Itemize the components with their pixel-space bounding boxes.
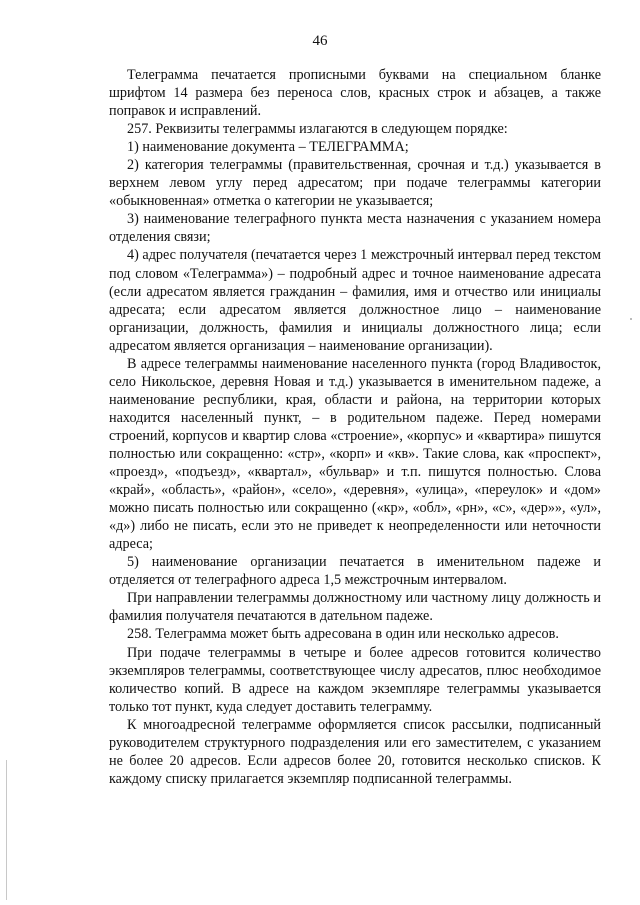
- paragraph-257: 257. Реквизиты телеграммы излагаются в следующем порядке:: [127, 121, 508, 138]
- page-number: 46: [312, 33, 328, 49]
- paragraph-mailing-list: К многоадресной телеграмме оформляется список рассылки, подписанный руководителем структурного подразделения или его заместителем, с указанием не более 20 адресов. Если адресов более 20, готовится несколько списков. К каждому списку прилагается экземпляр подписанной телеграммы.: [109, 716, 601, 787]
- document-body: [109, 66, 601, 788]
- list-item-1: 1) наименование документа – ТЕЛЕГРАММА;: [127, 139, 409, 156]
- paragraph-address-rules: В адресе телеграммы наименование населенного пункта (город Владивосток, село Никольское, деревня Новая и т.д.) указывается в именительном падеже, а наименование республики, края, области и района, на территории которых находится населенный пункт, – в родительном падеже. Перед номерами строений, корпусов и квартир слова «строение», «корпус» и «квартира» пишутся полностью или сокращенно: «стр», «корп» и «кв». Такие слова, как «проспект», «проезд», «подъезд», «квартал», «бульвар» и т.п. пишутся полностью. Слова «край», «область», «район», «село», «деревня», «улица», «переулок» и «дом» можно писать полностью или сокращенно («кр», «обл», «рн», «с», «дер»», «ул», «д») либо не писать, если это не приведет к неопределенности или неточности адреса;: [109, 355, 601, 553]
- list-item-2: 2) категория телеграммы (правительственная, срочная и т.д.) указывается в верхнем левом углу перед адресатом; при подаче телеграммы категории «обыкновенная» отметка о категории не указывается;: [109, 157, 601, 210]
- paragraph-dative-case: При направлении телеграммы должностному или частному лицу должность и фамилия получателя печатаются в дательном падеже.: [109, 590, 601, 625]
- list-item-5: 5) наименование организации печатается в именительном падеже и отделяется от телеграфного адреса 1,5 межстрочным интервалом.: [109, 554, 601, 589]
- paragraph-258: 258. Телеграмма может быть адресована в один или несколько адресов.: [127, 626, 559, 643]
- list-item-4: 4) адрес получателя (печатается через 1 межстрочный интервал перед текстом под словом «Телеграмма») – подробный адрес и точное наименование адресата (если адресатом является гражданин – фамилия, имя и отчество или инициалы адресата; если адресатом является должностное лицо – наименование организации, должность, фамилия и инициалы должностного лица; если адресатом является организация – наименование организации).: [109, 247, 601, 354]
- paragraph-copies: При подаче телеграммы в четыре и более адресов готовится количество экземпляров телеграммы, соответствующее числу адресатов, плюс необходимое количество копий. В адресе на каждом экземпляре телеграммы указывается только тот пункт, куда следует доставить телеграмму.: [109, 644, 601, 715]
- scan-margin-line: [6, 760, 7, 900]
- scan-speck: [630, 318, 632, 320]
- list-item-3: 3) наименование телеграфного пункта места назначения с указанием номера отделения связи;: [109, 211, 601, 246]
- paragraph-telegram-printing: Телеграмма печатается прописными буквами на специальном бланке шрифтом 14 размера без переноса слов, красных строк и абзацев, а также поправок и исправлений.: [109, 67, 601, 120]
